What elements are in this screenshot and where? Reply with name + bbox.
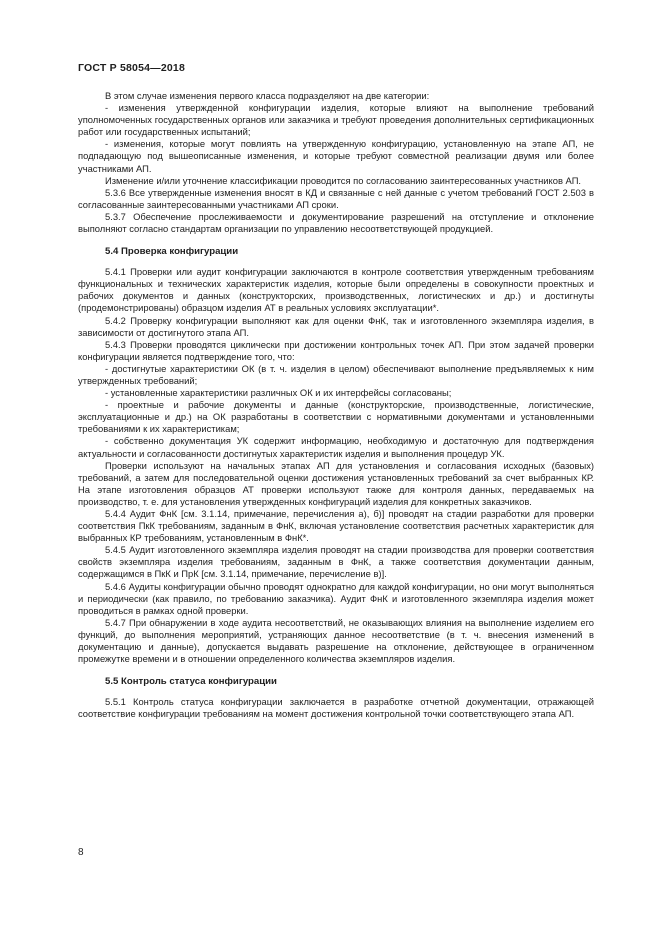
section-heading-5-5: 5.5 Контроль статуса конфигурации <box>105 676 277 688</box>
paragraph: Проверки используют на начальных этапах АП для установления и согласования исходных (базовых) требований, а затем для последовательной оценки достижения установленных требований за счет выбранных КР. На этапе изготовления образцов АТ проверки используют также для контроля данных, передаваемых на производство, т. е. для установления утвержденных конфигураций изделия для конкретных заказчиков. <box>78 459 594 507</box>
paragraph: 5.5.1 Контроль статуса конфигурации заключается в разработке отчетной документации, отражающей соответствие конфигурации требованиям на момент достижения контрольной точки соответствующего этапа АП. <box>78 696 594 720</box>
paragraph: - установленные характеристики различных ОК и их интерфейсы согласованы; <box>105 387 452 399</box>
section-heading-5-4: 5.4 Проверка конфигурации <box>105 246 239 258</box>
paragraph: 5.4.5 Аудит изготовленного экземпляра изделия проводят на стадии производства для проверки соответствия свойств экземпляра изделия требованиям, заданным в ФнК, а также соответствия документации данным, содержащимся в ПкК и ПрК [см. 3.1.14, примечание, перечисление в)]. <box>78 544 594 580</box>
paragraph: 5.4.1 Проверки или аудит конфигурации заключаются в контроле соответствия утвержденным требованиям функциональных и технических характеристик изделия, которые были определены в совокупности проектных и рабочих документов и данных (конструкторских, производственных, логистических и др.) и достигнуты (продемонстрированы) образцом изделия АТ в реальных условиях эксплуатации*. <box>78 266 594 314</box>
paragraph: 5.4.6 Аудиты конфигурации обычно проводят однократно для каждой конфигурации, но они могут выполняться и периодически (как правило, по требованию заказчика). Аудит ФнК и изготовленного экземпляра изделия может проводиться в рамках одной проверки. <box>78 580 594 616</box>
paragraph: В этом случае изменения первого класса подразделяют на две категории: <box>105 90 430 101</box>
paragraph: 5.3.7 Обеспечение прослеживаемости и документирование разрешений на отступление и отклонение выполняют согласно стандартам организации по управлению несоответствующей продукцией. <box>78 210 594 235</box>
document-code-header: ГОСТ Р 58054—2018 <box>78 62 186 74</box>
paragraph: - достигнутые характеристики ОК (в т. ч. изделия в целом) обеспечивают выполнение предъявляемых к ним утвержденных требований; <box>78 362 594 386</box>
paragraph: - изменения утвержденной конфигурации изделия, которые влияют на выполнение требований уполномоченных государственных органов или заказчика и требуют проведения дополнительных сертификационных работ или государственных испытаний; <box>78 102 594 138</box>
paragraph: 5.4.7 При обнаружении в ходе аудита несоответствий, не оказывающих влияния на выполнение изделием его функций, до выполнения мероприятий, устраняющих данное несоответствие (в т. ч. внесения изменений в документацию и данные), допускается выдавать разрешение на отклонение, действующее в ограниченном промежутке времени и в отношении определенного количества экземпляров изделия. <box>78 616 594 665</box>
paragraph: - проектные и рабочие документы и данные (конструкторские, производственные, логистические, эксплуатационные и др.) на ОК разработаны в соответствии с нормативными документами и установленными требованиями к их характеристикам; <box>78 399 594 435</box>
paragraph: Изменение и/или уточнение классификации проводится по согласованию заинтересованных участников АП. <box>105 174 582 186</box>
paragraph: 5.3.6 Все утвержденные изменения вносят в КД и связанные с ней данные с учетом требований ГОСТ 2.503 в согласованные заинтересованными участниками АП сроки. <box>78 186 594 210</box>
paragraph: 5.4.2 Проверку конфигурации выполняют как для оценки ФнК, так и изготовленного экземпляра изделия, в зависимости от достигнутого этапа АП. <box>78 314 594 338</box>
page-number: 8 <box>78 847 84 858</box>
paragraph: - изменения, которые могут повлиять на утвержденную конфигурацию, установленную на этапе АП, не подпадающую под вышеописанные изменения, и которые требуют совместной реализации двумя или более участниками АП. <box>78 138 594 174</box>
paragraph: 5.4.4 Аудит ФнК [см. 3.1.14, примечание, перечисления а), б)] проводят на стадии разработки для проверки соответствия ПкК требованиям, заданным в ФнК, включая установление соответствия расчетных характеристик для выбранных КР требованиям, установленным в ФнК*. <box>78 508 594 544</box>
paragraph: 5.4.3 Проверки проводятся циклически при достижении контрольных точек АП. При этом задачей проверки конфигурации является подтверждение того, что: <box>78 338 594 362</box>
paragraph: - собственно документация УК содержит информацию, необходимую и достаточную для подтверждения актуальности и согласованности достигнутых характеристик изделия и выполнения процедур УК. <box>78 435 594 459</box>
document-body <box>78 90 594 720</box>
